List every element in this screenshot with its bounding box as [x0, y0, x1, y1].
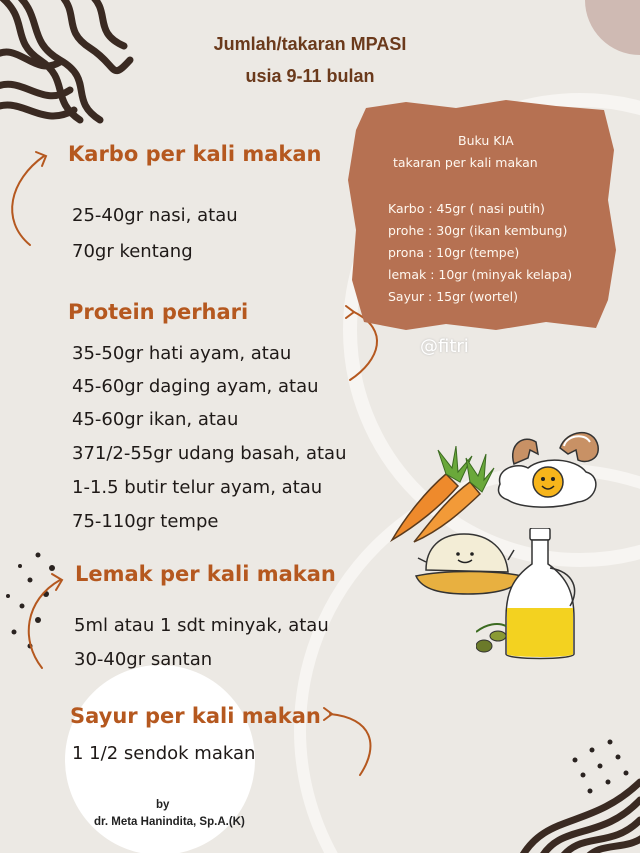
byline-by: by	[156, 799, 170, 811]
list-item: 1-1.5 butir telur ayam, atau	[72, 477, 323, 498]
list-item: 45-60gr daging ayam, atau	[72, 376, 319, 397]
list-item: 25-40gr nasi, atau	[72, 205, 238, 226]
kia-subtitle: takaran per kali makan	[393, 155, 538, 170]
byline-author: dr. Meta Hanindita, Sp.A.(K)	[94, 816, 245, 828]
list-item: 45-60gr ikan, atau	[72, 409, 239, 430]
kia-title: Buku KIA	[458, 133, 514, 148]
section-heading-sayur: Sayur per kali makan	[70, 704, 321, 728]
section-heading-karbo: Karbo per kali makan	[68, 142, 322, 166]
title-subline: usia 9-11 bulan	[245, 66, 375, 86]
section-heading-protein: Protein perhari	[68, 300, 249, 324]
list-item: 1 1/2 sendok makan	[72, 743, 256, 764]
kia-line: prona : 10gr (tempe)	[388, 245, 520, 260]
list-item: 70gr kentang	[72, 241, 193, 262]
fried-egg-illustration	[494, 424, 602, 510]
list-item: 5ml atau 1 sdt minyak, atau	[74, 615, 329, 636]
list-item: 30-40gr santan	[74, 649, 213, 670]
list-item: 371/2-55gr udang basah, atau	[72, 443, 347, 464]
kia-line: lemak : 10gr (minyak kelapa)	[388, 267, 573, 282]
list-item: 35-50gr hati ayam, atau	[72, 343, 292, 364]
kia-line: Sayur : 15gr (wortel)	[388, 289, 518, 304]
page-title	[150, 28, 470, 92]
oil-bottle-illustration	[476, 528, 594, 664]
title-line: Jumlah/takaran MPASI	[213, 34, 407, 54]
kia-line: prohe : 30gr (ikan kembung)	[388, 223, 568, 238]
watermark: @fitri	[420, 336, 469, 357]
kia-line: Karbo : 45gr ( nasi putih)	[388, 201, 545, 216]
section-heading-lemak: Lemak per kali makan	[75, 562, 336, 586]
list-item: 75-110gr tempe	[72, 511, 219, 532]
